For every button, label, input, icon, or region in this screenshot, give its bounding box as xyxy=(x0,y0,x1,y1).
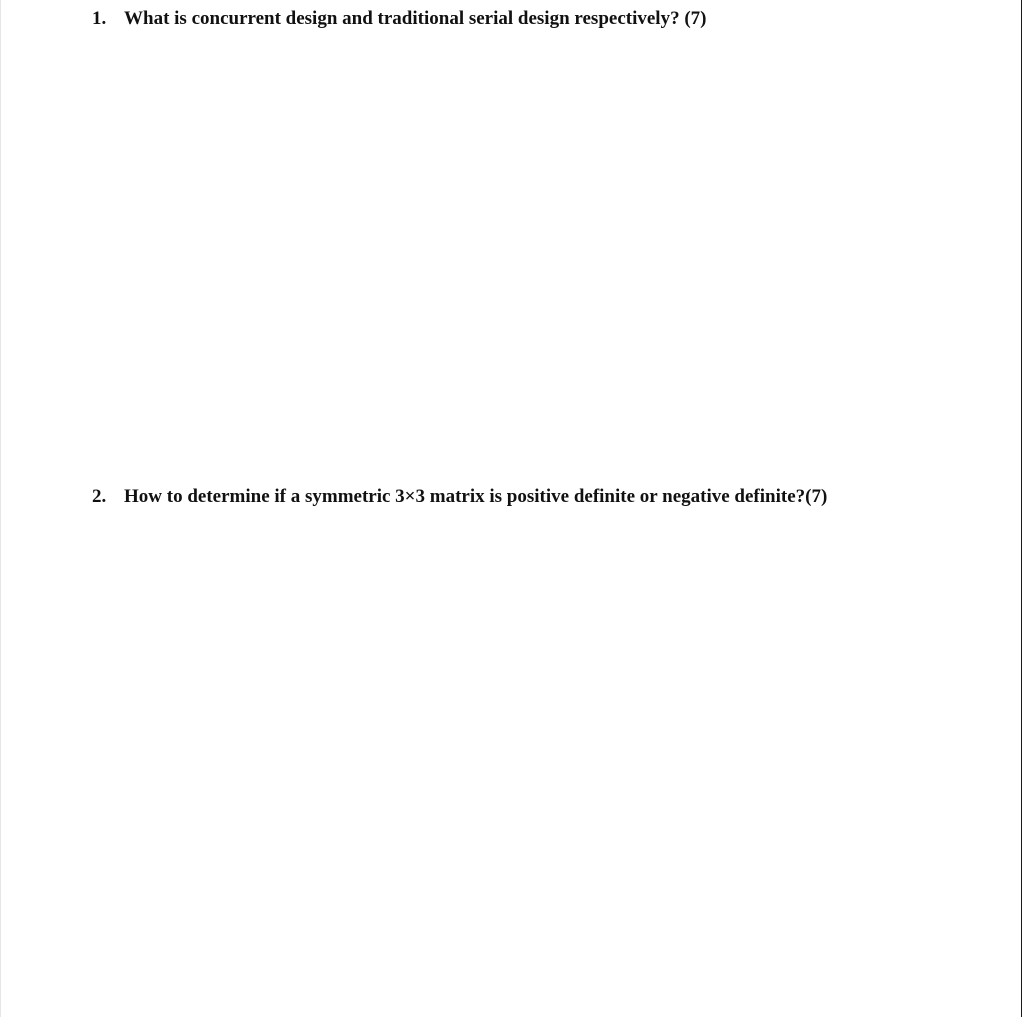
answer-space-1 xyxy=(92,40,972,470)
page-left-edge xyxy=(0,0,1,1017)
question-1 xyxy=(92,8,706,30)
question-1-text: What is concurrent design and traditional serial design respectively? (7) xyxy=(124,8,707,29)
question-1-number: 1. xyxy=(92,8,107,29)
question-2 xyxy=(92,486,827,508)
answer-space-2 xyxy=(92,520,972,1000)
page-right-border xyxy=(1021,0,1022,1017)
question-2-number: 2. xyxy=(92,486,107,507)
question-2-text: How to determine if a symmetric 3×3 matrix is positive definite or negative definite?(7) xyxy=(124,486,828,507)
